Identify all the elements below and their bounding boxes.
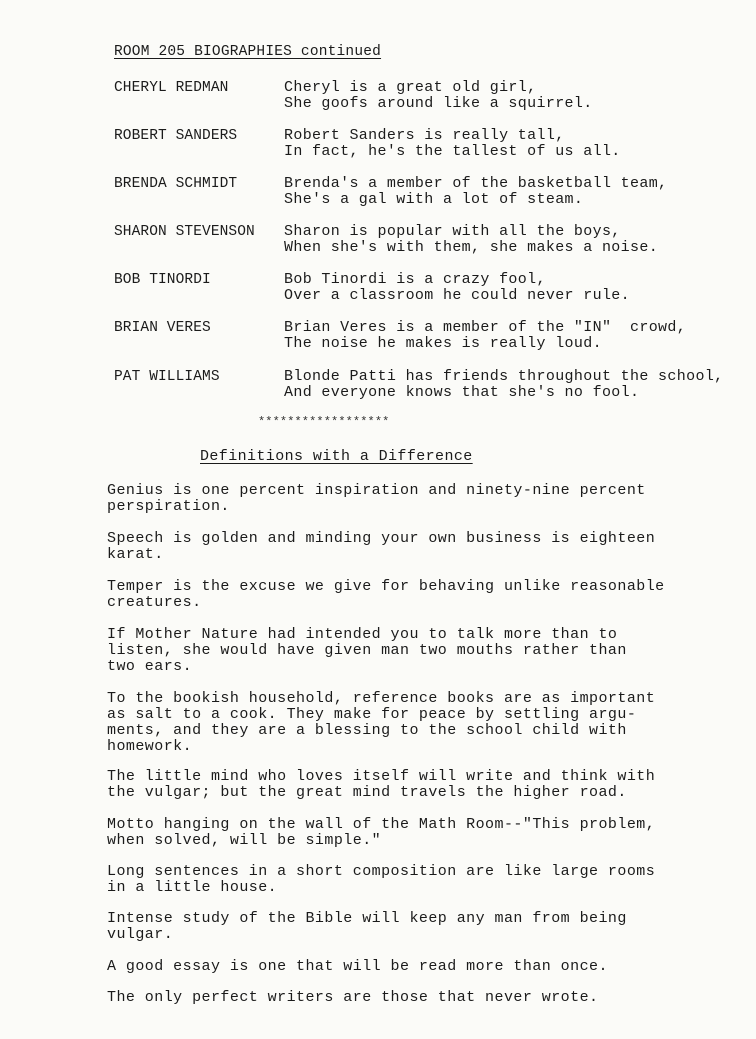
bio-verse xyxy=(284,128,621,160)
bio-verse xyxy=(284,320,686,352)
bio-name: BRIAN VERES xyxy=(114,320,211,336)
bio-verse xyxy=(284,272,630,304)
bio-name: CHERYL REDMAN xyxy=(114,80,229,96)
verse-line: Robert Sanders is really tall, xyxy=(284,127,565,144)
definition-paragraph: A good essay is one that will be read more than once. xyxy=(107,958,608,975)
definition-paragraph: To the bookish household, reference books are as important as salt to a cook. They make for peace by settling argu- ments, and they are a blessing to the school child with homework. xyxy=(107,690,656,755)
bio-name: PAT WILLIAMS xyxy=(114,369,220,385)
bio-name: BRENDA SCHMIDT xyxy=(114,176,238,192)
definition-paragraph: The only perfect writers are those that never wrote. xyxy=(107,989,599,1006)
bio-verse xyxy=(284,369,724,401)
verse-line: The noise he makes is really loud. xyxy=(284,335,602,352)
page-header: ROOM 205 BIOGRAPHIES continued xyxy=(114,44,382,60)
definition-paragraph: Long sentences in a short composition are like large rooms in a little house. xyxy=(107,863,656,896)
verse-line: Bob Tinordi is a crazy fool, xyxy=(284,271,546,288)
bio-name: SHARON STEVENSON xyxy=(114,224,255,240)
verse-line: In fact, he's the tallest of us all. xyxy=(284,143,621,160)
verse-line: Blonde Patti has friends throughout the school, xyxy=(284,368,724,385)
verse-line: Brenda's a member of the basketball team, xyxy=(284,175,668,192)
definition-paragraph: If Mother Nature had intended you to talk more than to listen, she would have given man two mouths rather than two ears. xyxy=(107,626,627,675)
bio-verse xyxy=(284,224,658,256)
definition-paragraph: Genius is one percent inspiration and ninety-nine percent perspiration. xyxy=(107,482,646,515)
bio-verse xyxy=(284,176,667,208)
verse-line: When she's with them, she makes a noise. xyxy=(284,239,659,256)
verse-line: She goofs around like a squirrel. xyxy=(284,95,593,112)
separator: ****************** xyxy=(258,415,390,429)
bio-name: ROBERT SANDERS xyxy=(114,128,238,144)
verse-line: She's a gal with a lot of steam. xyxy=(284,191,584,208)
definition-paragraph: Speech is golden and minding your own business is eighteen karat. xyxy=(107,530,656,563)
bio-name: BOB TINORDI xyxy=(114,272,211,288)
verse-line: Cheryl is a great old girl, xyxy=(284,79,537,96)
verse-line: Brian Veres is a member of the "IN" crowd, xyxy=(284,319,687,336)
verse-line: Sharon is popular with all the boys, xyxy=(284,223,621,240)
verse-line: And everyone knows that she's no fool. xyxy=(284,384,640,401)
definition-paragraph: Intense study of the Bible will keep any man from being vulgar. xyxy=(107,910,627,943)
verse-line: Over a classroom he could never rule. xyxy=(284,287,631,304)
definition-paragraph: Motto hanging on the wall of the Math Room--"This problem, when solved, will be simple." xyxy=(107,816,656,849)
definitions-title: Definitions with a Difference xyxy=(200,448,473,465)
bio-verse xyxy=(284,80,593,112)
definition-paragraph: The little mind who loves itself will write and think with the vulgar; but the great mind travels the higher road. xyxy=(107,768,656,801)
definition-paragraph: Temper is the excuse we give for behaving unlike reasonable creatures. xyxy=(107,578,665,611)
